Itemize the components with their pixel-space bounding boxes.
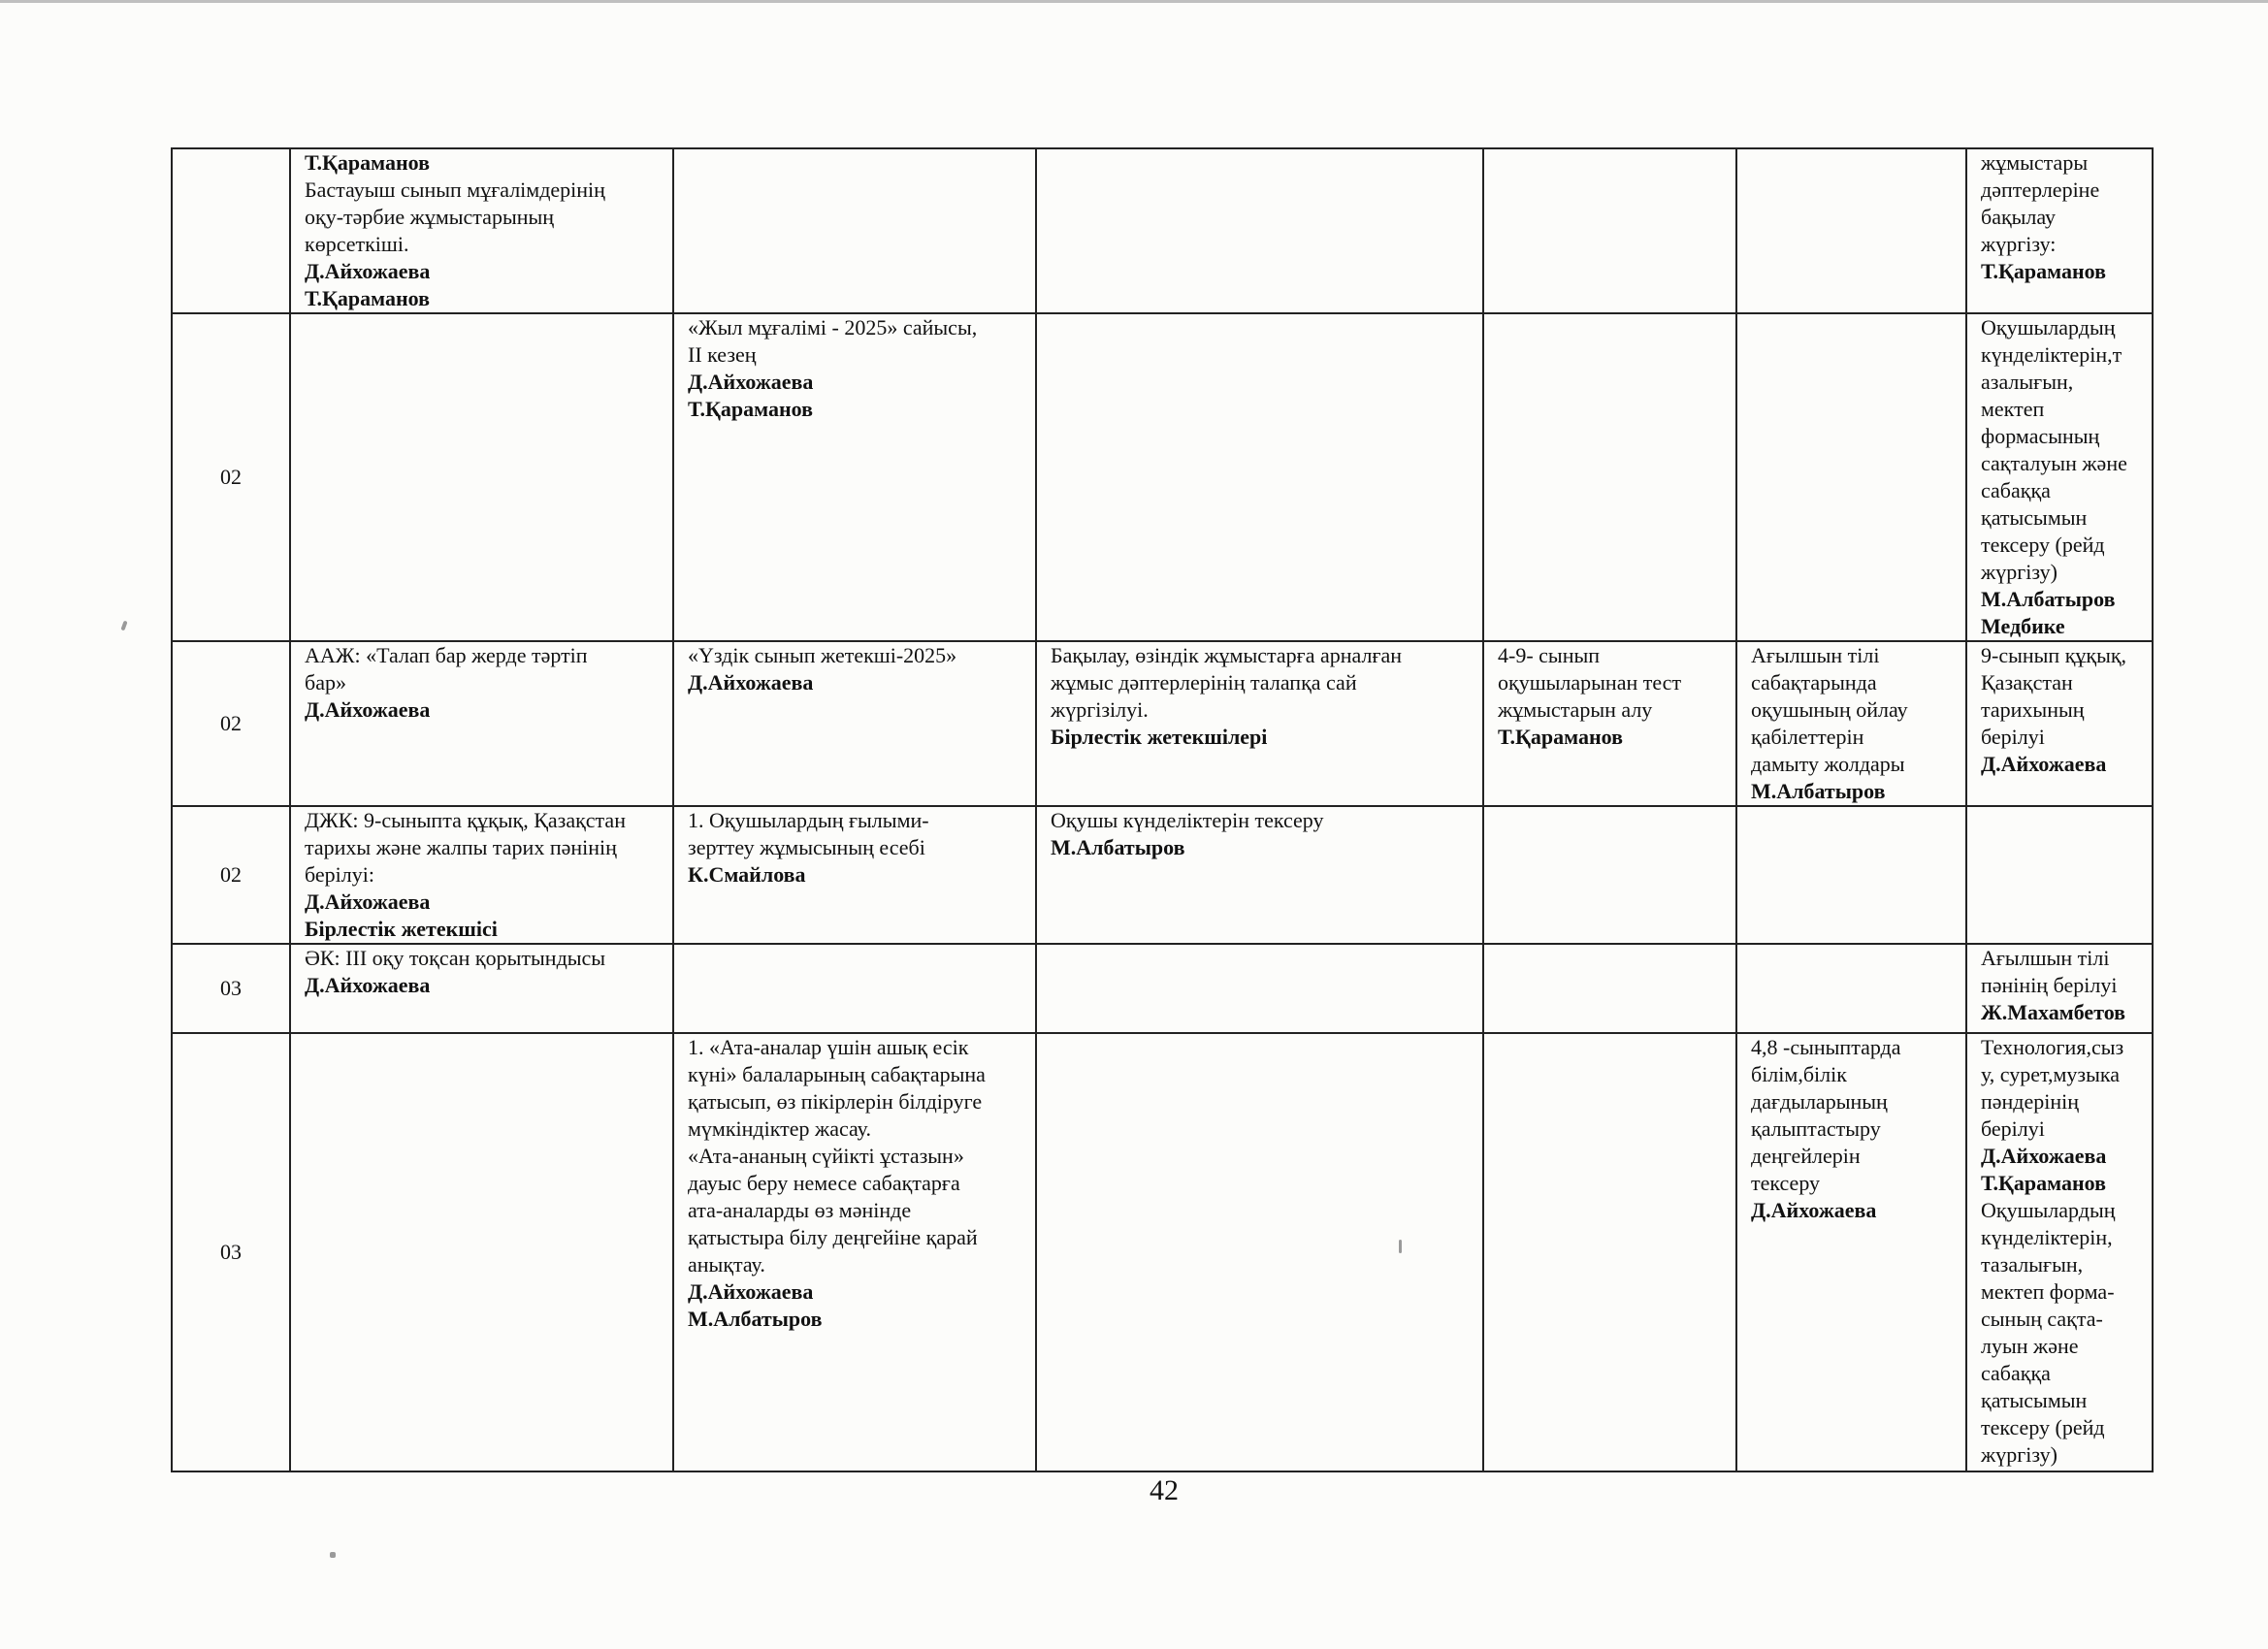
cell-text: Оқушылардың күнделіктерін,т азалығын, мектеп формасының сақталуын және сабаққа қатысымын тексеру (рейд жүргізу) [1981,315,2127,584]
responsible-person: Т.Қараманов [305,150,431,175]
responsible-person: Д.Айхожаева [305,697,431,722]
cell-text: 4-9- сынып оқушыларынан тест жұмыстарын алу [1498,643,1682,722]
table-row [172,148,2153,313]
cell-text: Бақылау, өзіндік жұмыстарға арналған жұмыс дәптерлерінің талапқа сай жүргізілуі. [1051,643,1403,722]
table-cell [673,944,1036,1033]
date-cell: 02 [172,641,290,806]
cell-text: 4,8 -сыныптарда білім,білік дағдыларының қалыптастыру деңгейлерін тексеру [1751,1035,1901,1195]
table-cell [1036,313,1483,641]
responsible-person: М.Албатыров Медбике [1981,587,2116,638]
table-cell [1966,944,2153,1033]
table-cell [1483,313,1736,641]
table-cell [673,641,1036,806]
table-cell [1483,148,1736,313]
scan-top-edge [0,0,2268,3]
table-cell [1966,641,2153,806]
responsible-person: Д.Айхожаева [1981,752,2107,776]
cell-text: Бастауыш сынып мұғалімдерінің оқу-тәрбие жұмыстарының көрсеткіші. [305,178,605,256]
table-cell [1966,148,2153,313]
table-cell [1966,1033,2153,1471]
cell-text: ДЖК: 9-сыныпта құқық, Қазақстан тарихы және жалпы тарих пәнінің берілуі: [305,808,626,887]
responsible-person: Д.Айхожаева Бірлестік жетекшісі [305,889,498,941]
cell-text: 9-сынып құқық, Қазақстан тарихының берілуі [1981,643,2127,749]
cell-text: 1. Оқушылардың ғылыми- зерттеу жұмысының есебі [688,808,929,859]
responsible-person: Бірлестік жетекшілері [1051,725,1268,749]
date-cell: 02 [172,313,290,641]
plan-table [171,147,2154,1472]
scan-speck [1399,1240,1402,1253]
table-cell [1036,1033,1483,1471]
date-cell [172,148,290,313]
table-cell [290,148,673,313]
table-cell [290,313,673,641]
table-row [172,944,2153,1033]
responsible-person: Т.Қараманов [1498,725,1624,749]
responsible-person: Д.Айхожаева М.Албатыров [688,1279,823,1331]
table-cell [1736,148,1966,313]
responsible-person: Д.Айхожаева Т.Қараманов [688,370,814,421]
cell-text: Ағылшын тілі сабақтарында оқушының ойлау қабілеттерін дамыту жолдары [1751,643,1908,776]
date-cell: 03 [172,944,290,1033]
cell-text: Технология,сыз у, сурет,музыка пәндерінің берілуі [1981,1035,2124,1141]
date-cell: 02 [172,806,290,944]
table-cell [1036,641,1483,806]
responsible-person: Д.Айхожаева [1751,1198,1877,1222]
table-cell [1736,806,1966,944]
table-cell [1483,1033,1736,1471]
table-cell [1736,944,1966,1033]
table-row [172,313,2153,641]
table-cell [290,806,673,944]
responsible-person: Д.Айхожаева Т.Қараманов [1981,1144,2107,1195]
responsible-person: Д.Айхожаева [305,973,431,997]
scan-speck [330,1552,336,1558]
table-cell [1483,944,1736,1033]
responsible-person: Д.Айхожаева Т.Қараманов [305,259,431,310]
table-row [172,1033,2153,1471]
date-cell: 03 [172,1033,290,1471]
responsible-person: Т.Қараманов [1981,259,2107,283]
cell-text: «Үздік сынып жетекші-2025» [688,643,957,667]
table-cell [290,1033,673,1471]
table-cell [673,806,1036,944]
table-cell [1736,313,1966,641]
table-row [172,641,2153,806]
responsible-person: К.Смайлова [688,862,806,887]
cell-text: Оқушы күнделіктерін тексеру [1051,808,1324,832]
table-cell [1036,806,1483,944]
table-cell [1483,641,1736,806]
responsible-person: Ж.Махамбетов [1981,1000,2126,1024]
table-cell [1966,313,2153,641]
table-cell [1966,806,2153,944]
responsible-person: Д.Айхожаева [688,670,814,695]
table-cell [1483,806,1736,944]
responsible-person: М.Албатыров [1751,779,1886,803]
page-number: 42 [1150,1474,1179,1506]
cell-text: ӘК: ІІІ оқу тоқсан қорытындысы [305,946,606,970]
table-cell [673,148,1036,313]
cell-text: ААЖ: «Талап бар жерде тәртіп бар» [305,643,588,695]
table-cell [1736,1033,1966,1471]
table-row [172,806,2153,944]
scan-speck [120,621,127,631]
cell-text: жұмыстары дәптерлеріне бақылау жүргізу: [1981,150,2100,256]
cell-text: Ағылшын тілі пәнінің берілуі [1981,946,2118,997]
table-cell [1036,148,1483,313]
table-cell [290,944,673,1033]
table-cell [1036,944,1483,1033]
cell-text: Оқушылардың күнделіктерін, тазалығын, мектеп форма- сының сақта- луын және сабаққа қатысымын тексеру (рейд жүргізу) [1981,1198,2116,1467]
table-cell [673,1033,1036,1471]
responsible-person: М.Албатыров [1051,835,1185,859]
cell-text: «Жыл мұғалімі - 2025» сайысы, ІІ кезең [688,315,978,367]
table-cell [290,641,673,806]
table-cell [1736,641,1966,806]
table-cell [673,313,1036,641]
cell-text: 1. «Ата-аналар үшін ашық есік күні» балаларының сабақтарына қатысып, өз пікірлерін білдіруге мүмкіндіктер жасау. «Ата-ананың сүйікті ұстазын» дауыс беру немесе сабақтарға ата-аналарды өз мәнінде қатыстыра білу деңгейіне қарай анықтау. [688,1035,986,1277]
